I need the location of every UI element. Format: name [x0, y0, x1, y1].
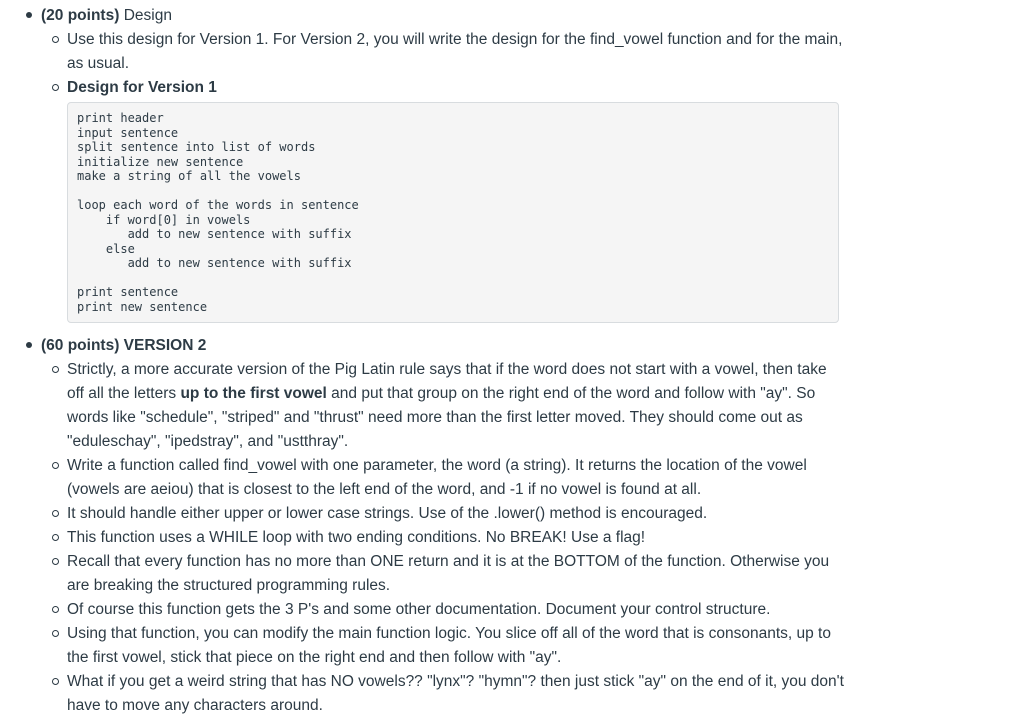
- code-line: add to new sentence with suffix: [77, 227, 352, 241]
- code-line: make a string of all the vowels: [77, 169, 301, 183]
- code-line: [77, 271, 829, 286]
- code-line: print sentence: [77, 285, 179, 299]
- list-item: [67, 622, 847, 670]
- code-block: [67, 102, 839, 323]
- design-title: Design: [123, 7, 172, 24]
- list-item: [67, 670, 847, 718]
- design-heading: [41, 4, 1024, 28]
- bullet-disc-icon: [26, 342, 32, 348]
- design-v1-label: Design for Version 1: [67, 79, 217, 96]
- list-item: [67, 550, 847, 598]
- design-intro-text: Use this design for Version 1. For Version 2, you will write the design for the find_vowel function and for the main, as usual.: [67, 31, 843, 72]
- item1-text-start: Strictly, a more accurate version of the Pig Latin rule says that if the word does not start with a vowel, then take off all the letters: [67, 361, 827, 402]
- list-item: [67, 526, 847, 550]
- version2-heading: (60 points) VERSION 2: [41, 337, 207, 354]
- item5-text: Recall that every function has no more than ONE return and it is at the BOTTOM of the function. Otherwise you are breaking the structured programming rules.: [67, 553, 830, 594]
- bullet-circle-icon: [52, 36, 59, 43]
- bullet-disc-icon: [26, 12, 32, 18]
- bullet-circle-icon: [52, 366, 59, 373]
- list-item: [67, 76, 847, 323]
- bullet-circle-icon: [52, 510, 59, 517]
- list-item: [67, 502, 847, 526]
- code-line: loop each word of the words in sentence: [77, 198, 359, 212]
- list-item: [67, 454, 847, 502]
- bullet-circle-icon: [52, 84, 59, 91]
- bullet-circle-icon: [52, 462, 59, 469]
- code-line: else: [77, 241, 135, 256]
- code-line: print new sentence: [77, 299, 208, 314]
- code-line: split sentence into list of words: [77, 140, 316, 154]
- code-line: add to new sentence with suffix: [77, 256, 352, 270]
- list-item: [67, 358, 847, 454]
- item1-text-end: and put that group on the right end of the word and follow with "ay". So words like "schedule", "striped" and "thrust" need more than the first letter moved. They should come out as "eduleschay", "ipedstray", and "ustthray".: [67, 385, 816, 450]
- bullet-circle-icon: [52, 606, 59, 613]
- code-line: [77, 184, 829, 199]
- code-line: initialize new sentence: [77, 154, 244, 169]
- design-section: [41, 4, 1024, 323]
- code-line: if word[0] in vowels: [77, 212, 251, 227]
- item7-text: Using that function, you can modify the main function logic. You slice off all of the word that is consonants, up to the first vowel, stick that piece on the right end and then follow with "ay".: [67, 625, 831, 666]
- version2-section: [41, 334, 1024, 718]
- code-line: print header: [77, 111, 164, 125]
- bullet-circle-icon: [52, 534, 59, 541]
- list-item: [67, 28, 847, 76]
- bullet-circle-icon: [52, 558, 59, 565]
- bullet-circle-icon: [52, 630, 59, 637]
- item8-text: What if you get a weird string that has NO vowels?? "lynx"? "hymn"? then just stick "ay" on the end of it, you don't have to move any characters around.: [67, 673, 844, 714]
- design-points: (20 points): [41, 7, 120, 24]
- item2-text: Write a function called find_vowel with one parameter, the word (a string). It returns the location of the vowel (vowels are aeiou) that is closest to the left end of the word, and -1 if no vowel is found at all.: [67, 457, 807, 498]
- item1-bold-text: up to the first vowel: [180, 385, 327, 402]
- version2-sub-list: [67, 358, 1024, 718]
- list-item: [67, 598, 847, 622]
- bullet-circle-icon: [52, 678, 59, 685]
- item4-text: This function uses a WHILE loop with two ending conditions. No BREAK! Use a flag!: [67, 529, 646, 546]
- design-sub-list: [67, 28, 1024, 323]
- code-line: input sentence: [77, 125, 179, 140]
- item3-text: It should handle either upper or lower case strings. Use of the .lower() method is encouraged.: [67, 505, 708, 522]
- item6-text: Of course this function gets the 3 P's and some other documentation. Document your control structure.: [67, 601, 771, 618]
